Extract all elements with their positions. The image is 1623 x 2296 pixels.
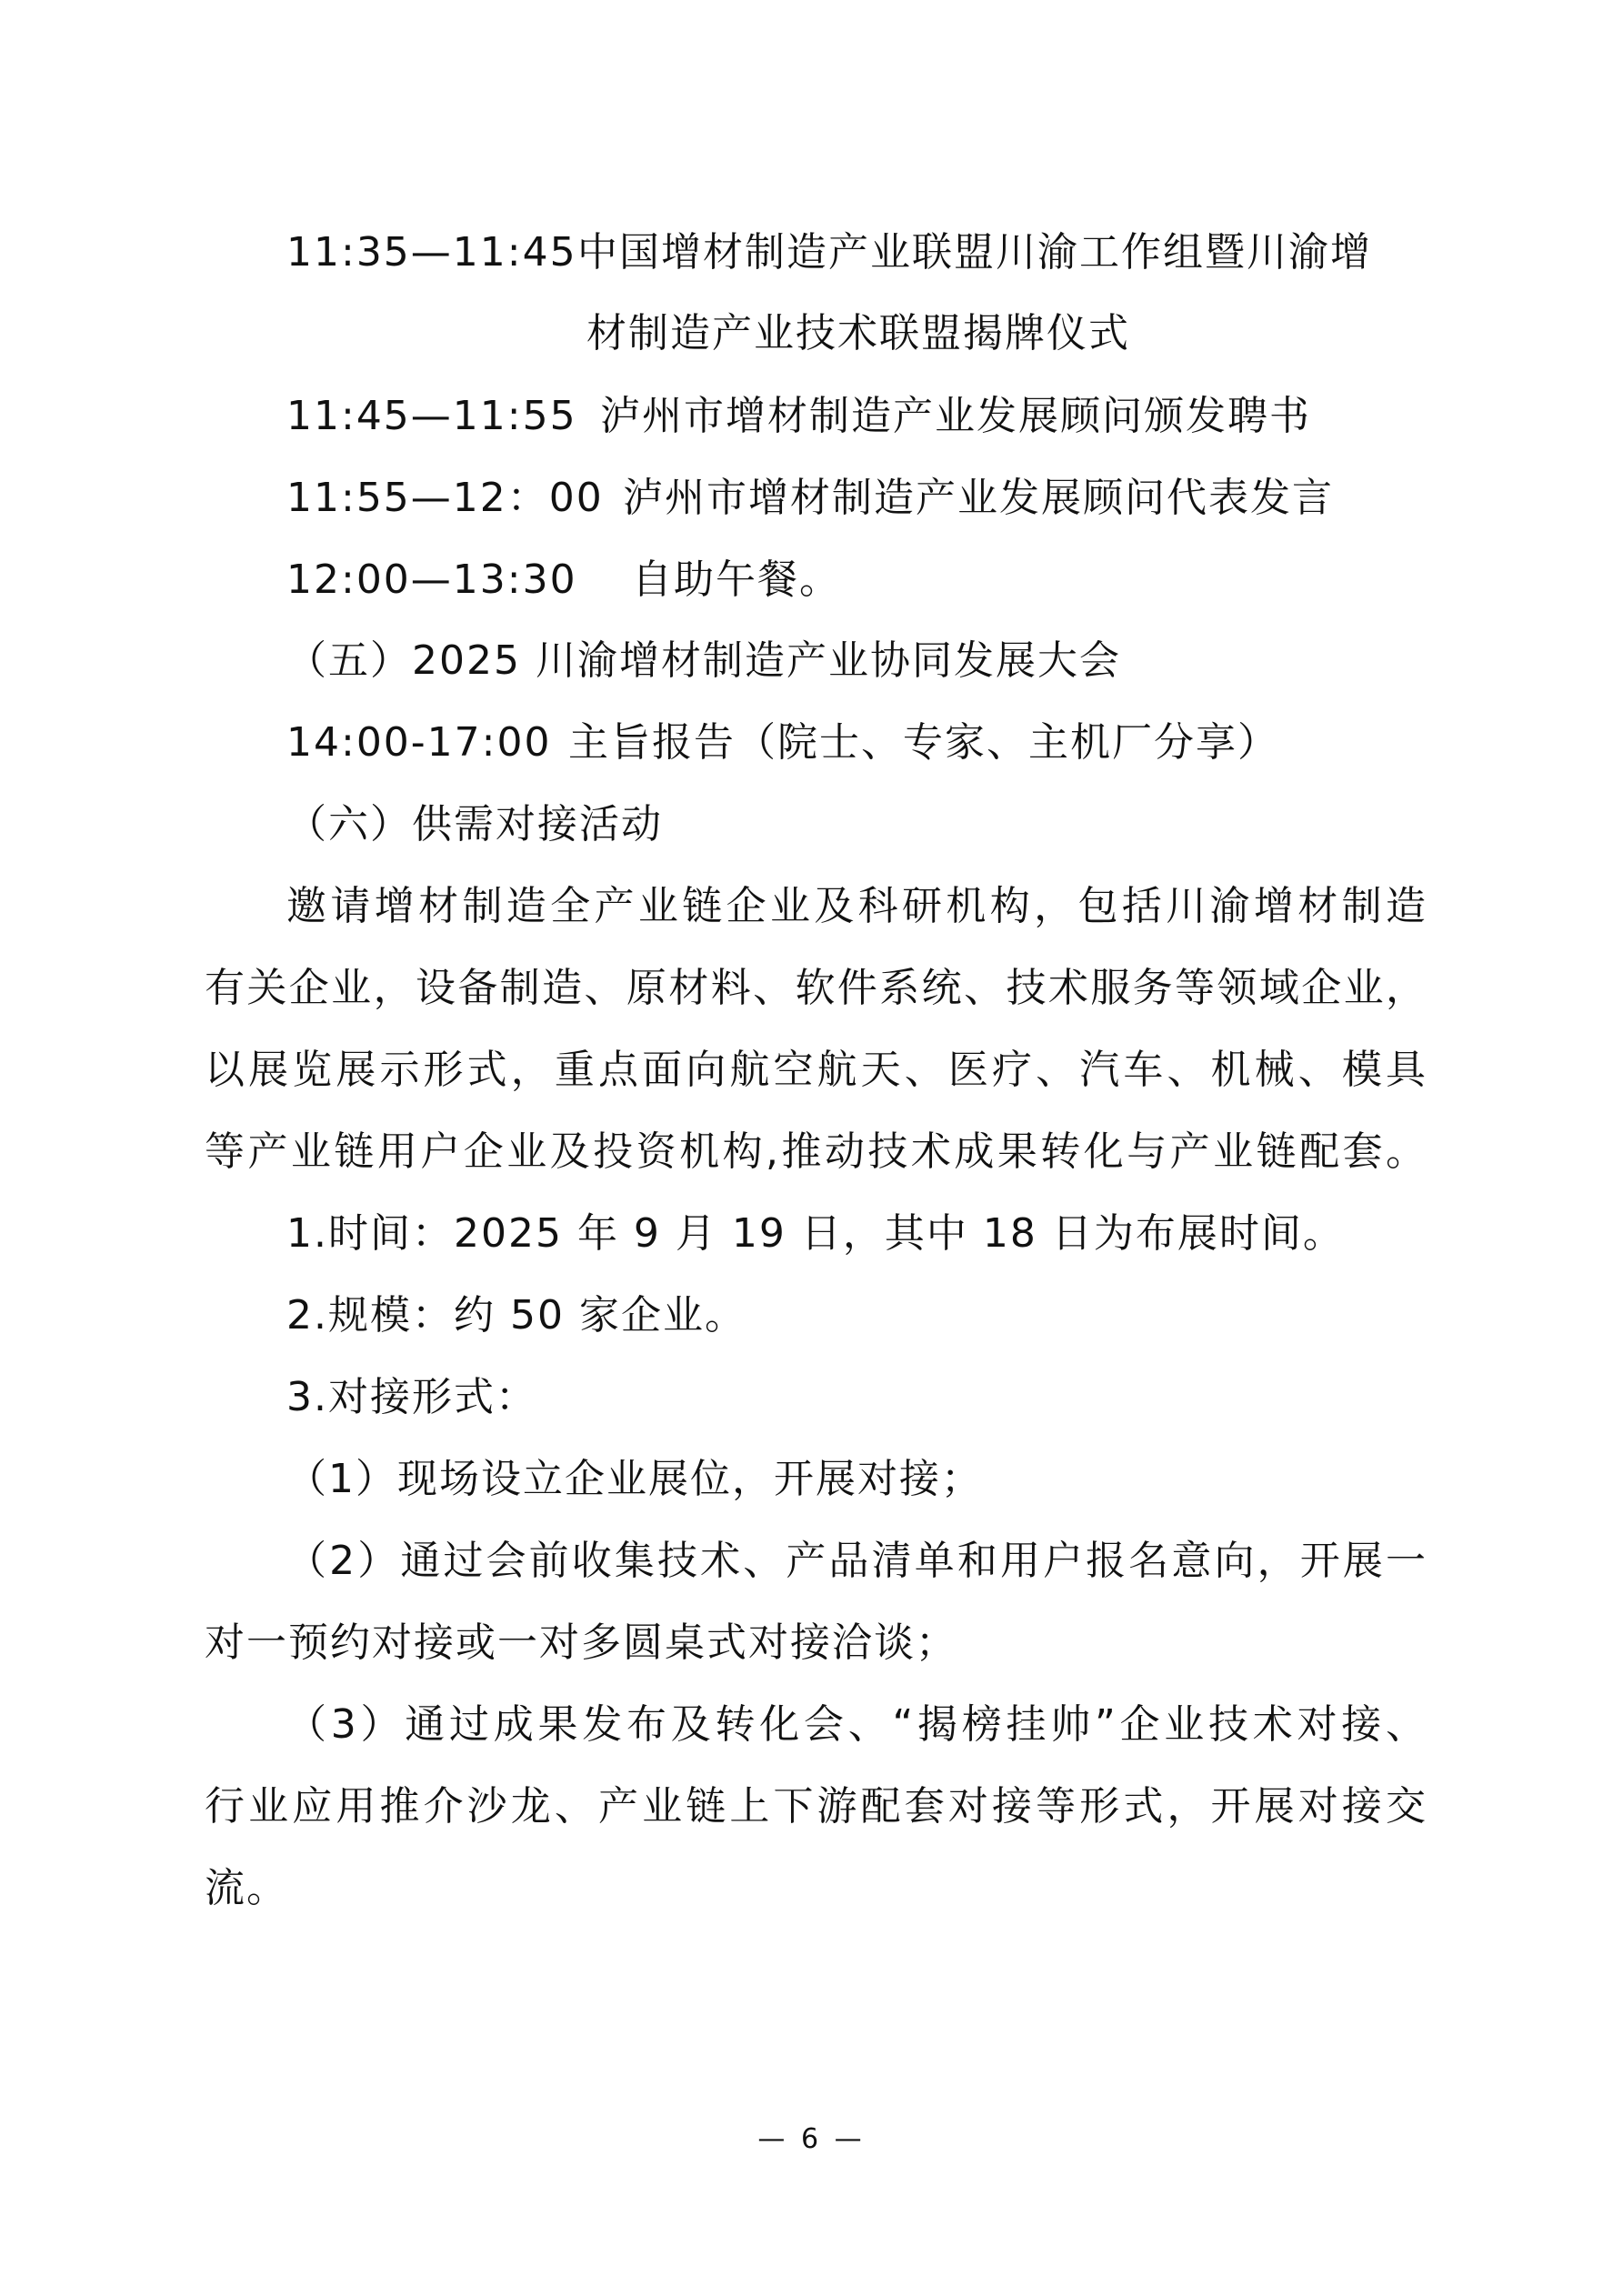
schedule-text: 泸州市增材制造产业发展顾问颁发聘书 bbox=[600, 393, 1311, 439]
section-heading-6: （六）供需对接活动 bbox=[286, 801, 663, 847]
paragraph-line: 邀请增材制造全产业链企业及科研机构，包括川渝增材制造 bbox=[286, 883, 1428, 929]
section-heading-5: （五）2025 川渝增材制造产业协同发展大会 bbox=[286, 637, 1121, 684]
schedule-time: 11:45—11:55 bbox=[286, 393, 577, 439]
schedule-text: 中国增材制造产业联盟川渝工作组暨川渝增 bbox=[577, 229, 1372, 276]
sub-item-2-line: 对一预约对接或一对多圆桌式对接洽谈； bbox=[205, 1619, 957, 1666]
sub-item-3-line: 行业应用推介沙龙、产业链上下游配套对接等形式，开展对接交 bbox=[205, 1783, 1428, 1830]
schedule-text: 自助午餐。 bbox=[632, 556, 841, 603]
paragraph-line: 有关企业，设备制造、原材料、软件系统、技术服务等领域企业， bbox=[205, 965, 1428, 1011]
paragraph-line: 等产业链用户企业及投资机构,推动技术成果转化与产业链配套。 bbox=[205, 1128, 1428, 1175]
schedule-text: 主旨报告（院士、专家、主机厂分享） bbox=[568, 719, 1279, 766]
page-number: — 6 — bbox=[757, 2123, 866, 2155]
schedule-item-1-continued bbox=[586, 306, 1130, 361]
sub-item-2-line: （2）通过会前收集技术、产品清单和用户报名意向，开展一 bbox=[286, 1538, 1428, 1584]
paragraph-line: 以展览展示形式，重点面向航空航天、医疗、汽车、机械、模具 bbox=[205, 1047, 1428, 1093]
list-item-format: 3.对接形式： bbox=[286, 1374, 537, 1420]
schedule-text: 材制造产业技术联盟揭牌仪式 bbox=[586, 310, 1130, 356]
schedule-time: 14:00-17:00 bbox=[286, 719, 552, 766]
schedule-text: 泸州市增材制造产业发展顾问代表发言 bbox=[623, 475, 1334, 521]
schedule-time: 12:00—13:30 bbox=[286, 556, 577, 603]
sub-item-3-line: （3）通过成果发布及转化会、“揭榜挂帅”企业技术对接、 bbox=[286, 1701, 1428, 1748]
schedule-time: 11:55—12：00 bbox=[286, 475, 604, 521]
sub-item-1: （1）现场设立企业展位，开展对接； bbox=[286, 1456, 983, 1502]
sub-item-3-line: 流。 bbox=[205, 1865, 288, 1911]
schedule-time: 11:35—11:45 bbox=[286, 229, 577, 276]
list-item-scale: 2.规模：约 50 家企业。 bbox=[286, 1292, 746, 1338]
list-item-time: 1.时间：2025 年 9 月 19 日，其中 18 日为布展时间。 bbox=[286, 1210, 1345, 1257]
